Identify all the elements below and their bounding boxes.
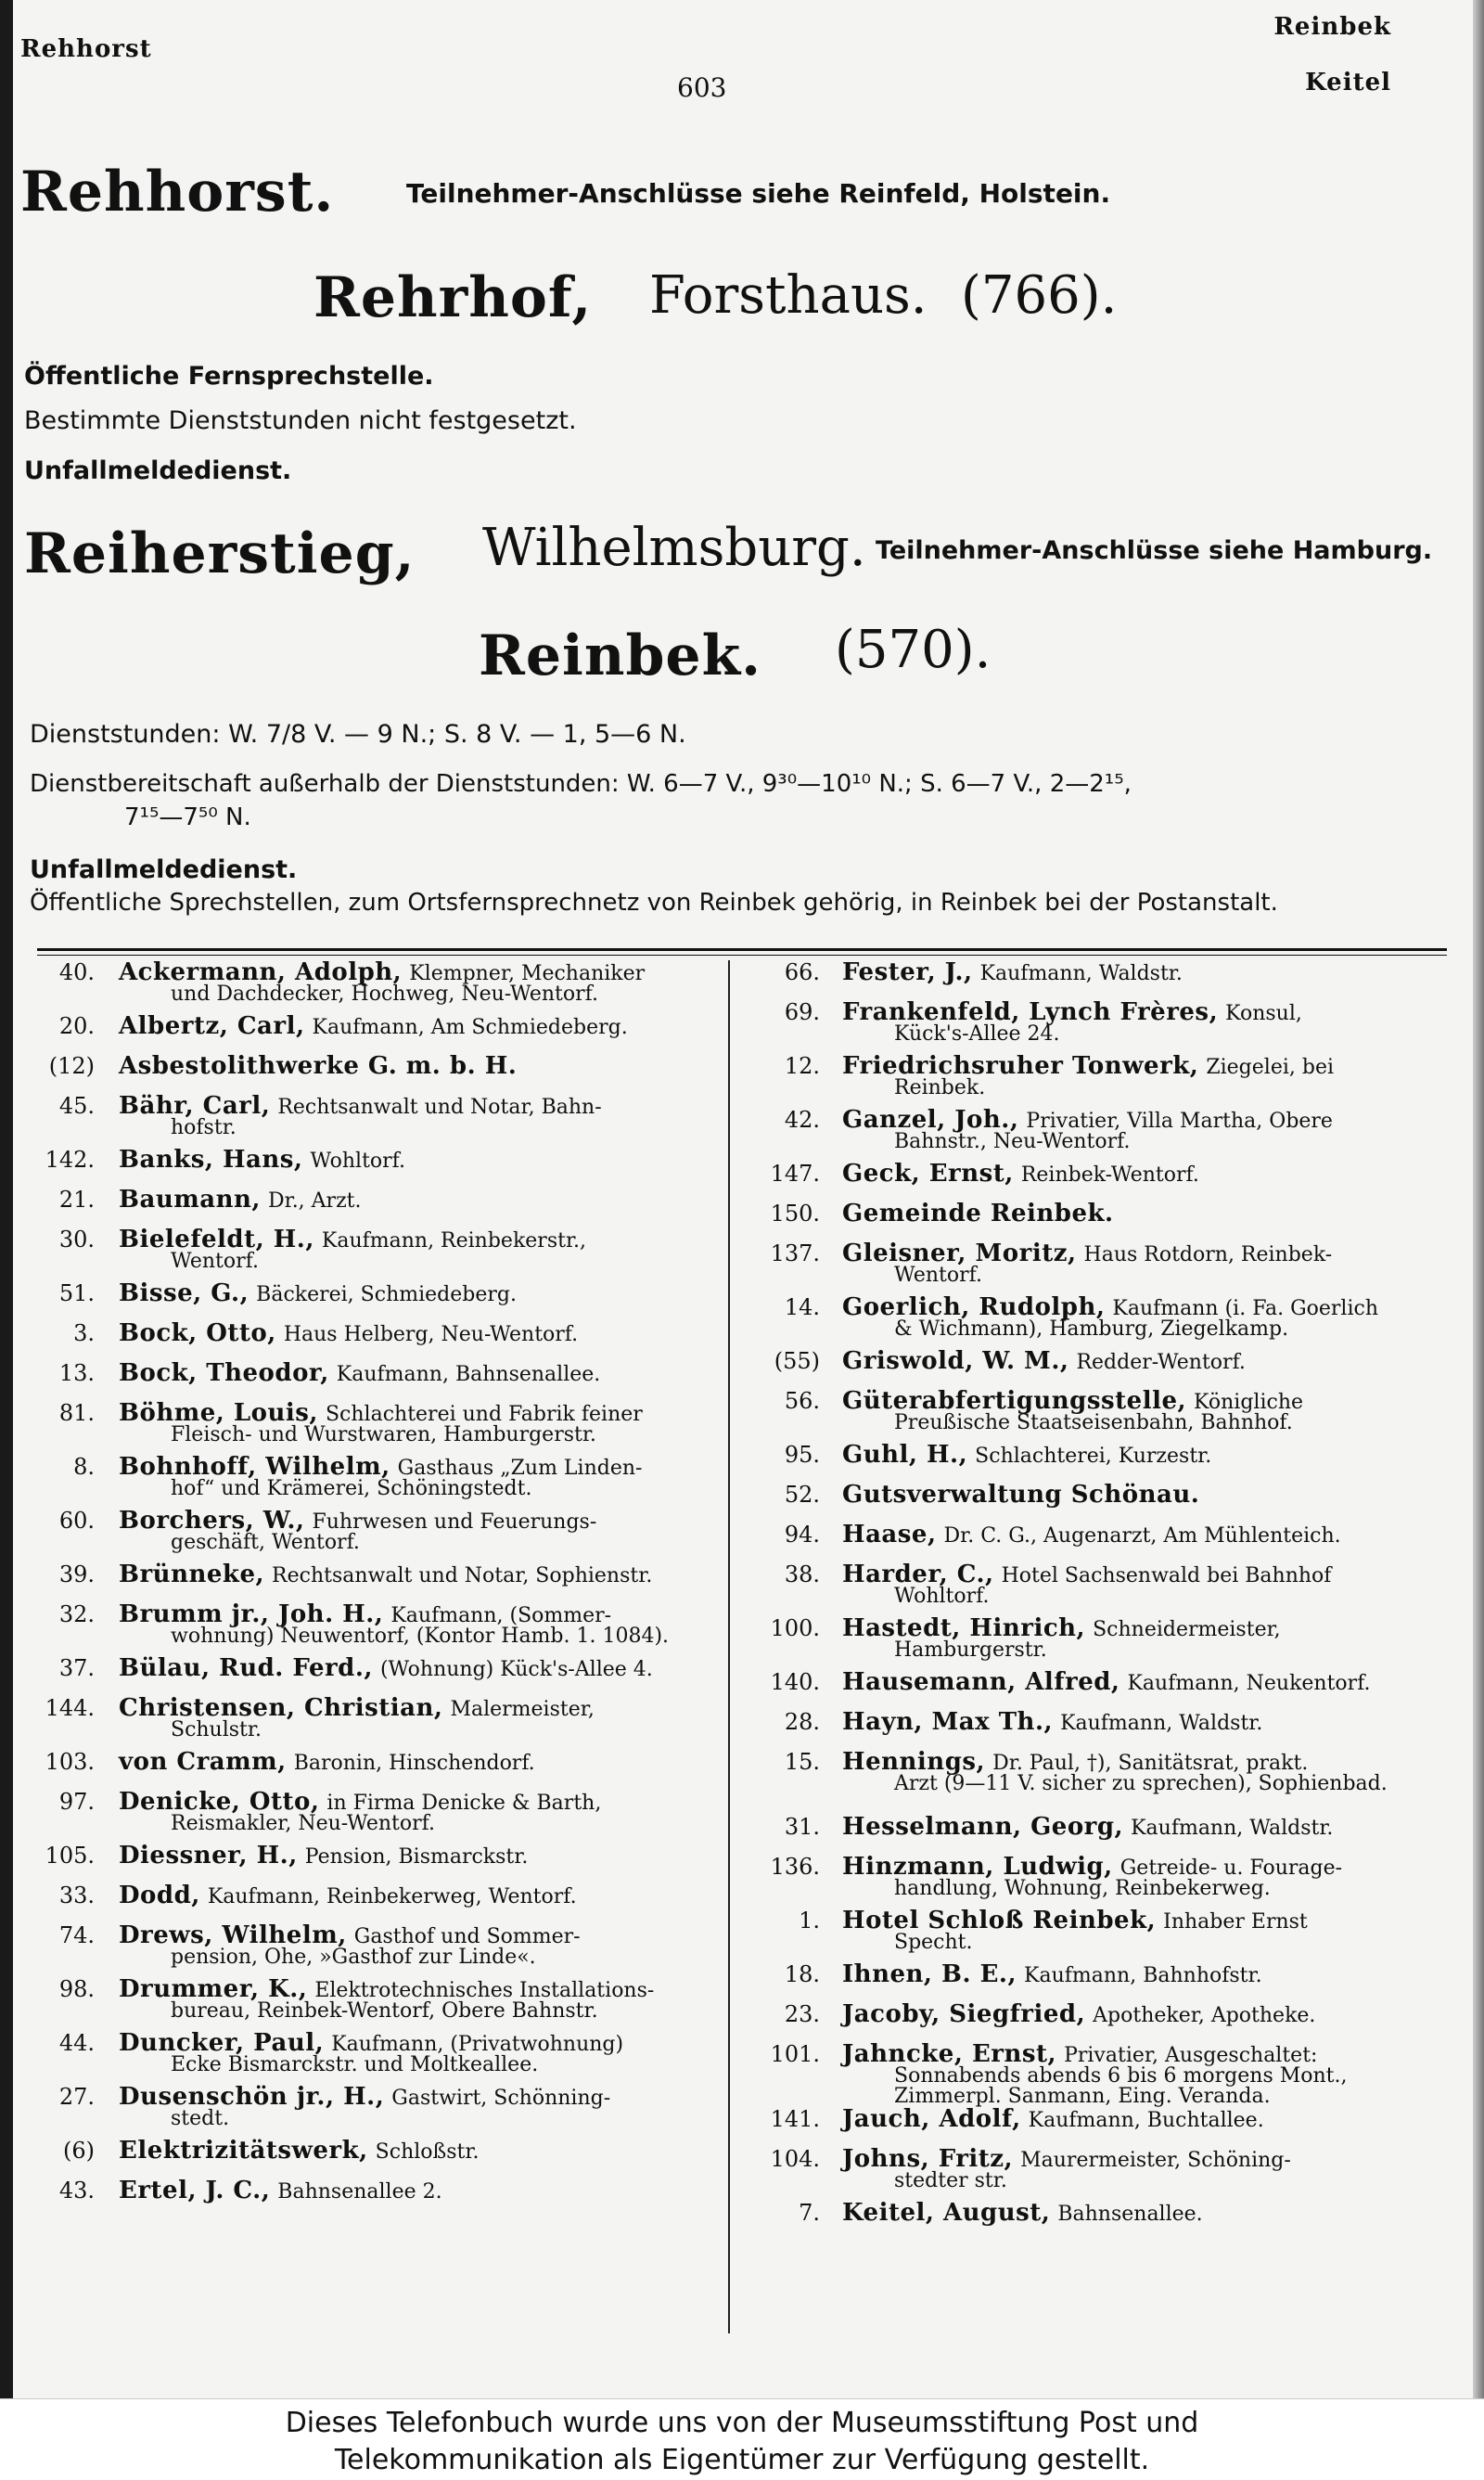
subscriber-details: Privatier, Villa Martha, Obere [1026,1110,1333,1133]
subscriber-entry [28,1923,723,1977]
subscriber-details: Kaufmann, Reinbekerweg, Wentorf. [207,1885,577,1908]
subscriber-details: (Wohnung) Kück's-Allee 4. [379,1658,653,1681]
subscriber-entry [28,2178,723,2218]
subscriber-name: Ihnen, B. E., [842,1960,1017,1988]
place-rehhorst-note: Teilnehmer-Anschlüsse siehe Reinfeld, Holstein. [406,178,1111,209]
subscriber-entry [753,1108,1458,1162]
subscriber-number: 95. [784,1442,820,1468]
subscriber-entry [753,1562,1458,1616]
subscriber-name: Gleisner, Moritz, [842,1240,1077,1267]
subscriber-name: Frankenfeld, Lynch Frères, [842,998,1219,1026]
subscriber-details-continued: Ecke Bismarckstr. und Moltkeallee. [171,2053,539,2076]
place-rehrhof-number: (766). [961,265,1118,326]
subscriber-entry [28,1361,723,1401]
subscriber-details: Baronin, Hinschendorf. [293,1752,535,1775]
subscriber-details: Apotheker, Apotheke. [1093,2004,1316,2027]
subscriber-details: Pension, Bismarckstr. [304,1845,529,1869]
subscriber-entry [753,1000,1458,1054]
subscriber-entry [753,1962,1458,2002]
place-reiherstieg-title: Reiherstieg, [24,521,416,586]
subscriber-details: Getreide- u. Fourage- [1119,1857,1343,1880]
subscriber-details: Konsul, [1225,1002,1302,1025]
running-head-left: Rehhorst [20,35,152,63]
subscriber-number: 15. [784,1749,820,1775]
subscriber-entry [753,1908,1458,1962]
subscriber-name: Bohnhoff, Wilhelm, [119,1453,390,1481]
subscriber-number: 43. [58,2178,95,2204]
subscriber-name: Jacoby, Siegfried, [842,2000,1086,2028]
subscriber-entry [28,1844,723,1883]
running-head-right-bottom: Keitel [1305,69,1391,96]
rehrhof-line-1: Öffentliche Fernsprechstelle. [24,362,434,391]
subscriber-number: 30. [58,1227,95,1253]
footer-line-1: Dieses Telefonbuch wurde uns von der Museumsstiftung Post und [285,2407,1199,2439]
subscriber-entry [753,1750,1458,1815]
subscriber-name: Güterabfertigungsstelle, [842,1387,1187,1415]
subscriber-number: 144. [45,1695,95,1721]
subscriber-entry [753,1483,1458,1523]
subscriber-details-continued: Bahnstr., Neu-Wentorf. [894,1130,1131,1153]
subscriber-name: Brumm jr., Joh. H., [119,1600,384,1628]
subscriber-name: Baumann, [119,1186,261,1214]
subscriber-details: Dr. Paul, †), Sanitätsrat, prakt. [992,1752,1309,1775]
subscriber-details: Rechtsanwalt und Notar, Bahn- [277,1096,602,1119]
subscriber-details: Gasthaus „Zum Linden- [397,1457,643,1480]
subscriber-details: Dr., Arzt. [267,1189,362,1213]
subscriber-entry [28,1509,723,1562]
subscriber-details-continued: Arzt (9—11 V. sicher zu sprechen), Sophienbad. [894,1772,1388,1795]
subscriber-details-continued: & Wichmann), Hamburg, Ziegelkamp. [894,1317,1289,1341]
subscriber-number: 8. [73,1454,95,1480]
place-reiherstieg-note: Teilnehmer-Anschlüsse siehe Hamburg. [876,536,1433,565]
subscriber-entry [28,1696,723,1750]
subscriber-name: Bülau, Rud. Ferd., [119,1654,373,1682]
subscriber-details-continued: Wentorf. [171,1250,259,1273]
subscriber-name: Bielefeldt, H., [119,1226,314,1253]
subscriber-name: Johns, Fritz, [842,2145,1014,2173]
subscriber-number: 33. [58,1882,95,1908]
subscriber-entry [753,1349,1458,1389]
subscriber-details: Rechtsanwalt und Notar, Sophienstr. [272,1564,653,1587]
subscriber-details: Elektrotechnisches Installations- [314,1979,655,2002]
subscriber-details: Kaufmann, Waldstr. [1131,1817,1334,1840]
subscriber-number: 136. [770,1854,820,1880]
subscriber-details: Privatier, Ausgeschaltet: [1064,2044,1318,2067]
subscriber-name: Drews, Wilhelm, [119,1921,347,1949]
subscriber-details-continued: hofstr. [171,1116,237,1139]
subscriber-number: 32. [58,1601,95,1627]
subscriber-details: Kaufmann (i. Fa. Goerlich [1112,1297,1378,1320]
subscriber-details: Fuhrwesen und Feuerungs- [312,1510,597,1534]
subscriber-details-continued: pension, Ohe, »Gasthof zur Linde«. [171,1946,536,1969]
subscriber-name: Ackermann, Adolph, [119,958,403,986]
subscriber-name: Drummer, K., [119,1975,308,2003]
subscriber-number: 141. [770,2106,820,2132]
subscriber-details-continued: handlung, Wohnung, Reinbekerweg. [894,1877,1271,1900]
subscriber-entry [28,1750,723,1790]
subscriber-entry [753,2147,1458,2201]
subscriber-entry [753,2002,1458,2042]
rehrhof-line-2: Bestimmte Dienststunden nicht festgesetzt. [24,406,577,435]
subscriber-details-continued: wohnung) Neuwentorf, (Kontor Hamb. 1. 1084). [171,1625,670,1648]
subscriber-number: 100. [770,1615,820,1641]
subscriber-entry [753,1241,1458,1295]
subscriber-details-continued: Schulstr. [171,1718,262,1741]
double-rule-bottom [37,955,1447,956]
subscriber-number: 21. [58,1187,95,1213]
subscriber-details: Kaufmann, Bahnsenallee. [336,1363,601,1386]
subscriber-name: Hennings, [842,1748,986,1776]
subscriber-details: Dr. C. G., Augenarzt, Am Mühlenteich. [943,1524,1341,1548]
subscriber-entry [28,1014,723,1054]
subscriber-details: Maurermeister, Schöning- [1020,2149,1291,2172]
subscriber-details-continued: stedt. [171,2107,230,2130]
subscriber-number: 81. [58,1400,95,1426]
subscriber-name: Hayn, Max Th., [842,1708,1054,1736]
reinbek-readiness: Dienstbereitschaft außerhalb der Dienststunden: W. 6—7 V., 9³⁰—10¹⁰ N.; S. 6—7 V., 2—2¹⁵, [30,770,1132,798]
subscriber-details-continued: Kück's-Allee 24. [894,1022,1060,1046]
subscriber-number: 27. [58,2084,95,2110]
subscriber-details: Kaufmann, Am Schmiedeberg. [312,1016,628,1039]
subscriber-number: 39. [58,1561,95,1587]
subscriber-details: Bäckerei, Schmiedeberg. [256,1283,517,1306]
subscriber-details: Haus Helberg, Neu-Wentorf. [283,1323,579,1346]
subscriber-details: Klempner, Mechaniker [409,962,646,985]
subscriber-details-continued: Reinbek. [894,1076,986,1099]
subscriber-number: 105. [45,1843,95,1869]
subscriber-details: Kaufmann, Waldstr. [1060,1712,1263,1735]
subscriber-details-continued: bureau, Reinbek-Wentorf, Obere Bahnstr. [171,1999,598,2023]
subscriber-details-continued: Fleisch- und Wurstwaren, Hamburgerstr. [171,1423,596,1446]
subscriber-entry [28,2085,723,2139]
subscriber-name: Jahncke, Ernst, [842,2040,1057,2068]
subscriber-details-continued: Wentorf. [894,1264,982,1287]
reinbek-public-stations: Öffentliche Sprechstellen, zum Ortsfernsprechnetz von Reinbek gehörig, in Reinbek bei der Postanstalt. [30,889,1278,917]
subscriber-entry [28,1281,723,1321]
subscriber-details: Bahnsenallee 2. [277,2180,442,2204]
subscriber-number: 45. [58,1093,95,1119]
subscriber-name: Keitel, August, [842,2199,1051,2227]
subscriber-details: Schlachterei und Fabrik feiner [325,1403,643,1426]
subscriber-name: Elektrizitätswerk, [119,2137,368,2165]
subscriber-entry [753,1162,1458,1201]
subscriber-number: 28. [784,1709,820,1735]
subscriber-name: Banks, Hans, [119,1146,303,1174]
subscriber-details: Königliche [1194,1391,1304,1414]
subscriber-name: Jauch, Adolf, [842,2105,1021,2133]
subscriber-number: 18. [784,1961,820,1987]
subscriber-name: Ertel, J. C., [119,2177,271,2204]
subscriber-details: Bahnsenallee. [1057,2203,1203,2226]
subscriber-entry [753,1201,1458,1241]
place-rehhorst-title: Rehhorst. [20,160,335,225]
subscriber-name: Bisse, G., [119,1279,249,1307]
subscriber-number: 38. [784,1561,820,1587]
subscriber-entry [28,1188,723,1227]
subscriber-details: Kaufmann, Reinbekerstr., [321,1229,587,1253]
subscriber-details: Kaufmann, Waldstr. [979,962,1183,985]
subscriber-number: 103. [45,1749,95,1775]
subscriber-name: Gutsverwaltung Schönau. [842,1481,1200,1509]
subscriber-entry [28,1455,723,1509]
subscriber-number: 97. [58,1789,95,1815]
subscriber-number: (6) [63,2138,95,2164]
subscriber-details: Ziegelei, bei [1206,1056,1335,1079]
subscriber-entry [28,1602,723,1656]
subscriber-entry [753,1443,1458,1483]
subscriber-name: Fester, J., [842,958,973,986]
subscriber-entry [753,1523,1458,1562]
subscriber-details-continued: Wohltorf. [894,1585,990,1608]
subscriber-name: Griswold, W. M., [842,1347,1069,1375]
subscriber-details-continued: stedter str. [894,2169,1007,2192]
subscriber-details-continued: Sonnabends abends 6 bis 6 morgens Mont., Zimmerpl. Sanmann, Eing. Veranda. [894,2064,1348,2108]
subscriber-column-right [753,960,1458,2241]
subscriber-entry [28,1790,723,1844]
subscriber-entry [753,1855,1458,1908]
subscriber-number: (55) [774,1348,820,1374]
subscriber-entry [28,1562,723,1602]
subscriber-details-continued: hof“ und Krämerei, Schöningstedt. [171,1477,532,1500]
page-number: 603 [677,72,727,103]
subscriber-number: 51. [58,1280,95,1306]
subscriber-number: 74. [58,1922,95,1948]
subscriber-name: Borchers, W., [119,1507,305,1535]
subscriber-details: Schlachterei, Kurzestr. [975,1445,1212,1468]
subscriber-number: 101. [770,2041,820,2067]
subscriber-details: in Firma Denicke & Barth, [326,1792,602,1815]
subscriber-details: Hotel Sachsenwald bei Bahnhof [1001,1564,1332,1587]
subscriber-details: Inhaber Ernst [1163,1910,1308,1934]
subscriber-number: 13. [58,1360,95,1386]
subscriber-name: Haase, [842,1521,937,1548]
subscriber-number: 147. [770,1161,820,1187]
subscriber-entry [28,1054,723,1094]
place-reinbek-number: (570). [835,620,991,680]
subscriber-name: Böhme, Louis, [119,1399,318,1427]
subscriber-entry [28,1094,723,1148]
subscriber-entry [28,960,723,1014]
subscriber-details-continued: und Dachdecker, Hochweg, Neu-Wentorf. [171,983,598,1006]
subscriber-entry [28,1883,723,1923]
reinbek-service-hours: Dienststunden: W. 7/8 V. — 9 N.; S. 8 V. — 1, 5—6 N. [30,720,686,749]
subscriber-details: Gastwirt, Schönning- [391,2087,611,2110]
column-divider [728,960,730,2333]
subscriber-details: Reinbek-Wentorf. [1020,1163,1199,1187]
subscriber-name: Hausemann, Alfred, [842,1668,1120,1696]
subscriber-number: 3. [73,1320,95,1346]
subscriber-entry [28,1321,723,1361]
subscriber-name: Bock, Otto, [119,1319,276,1347]
subscriber-number: 104. [770,2146,820,2172]
subscriber-number: 56. [784,1388,820,1414]
subscriber-entry [753,1815,1458,1855]
subscriber-name: Goerlich, Rudolph, [842,1293,1106,1321]
subscriber-number: 31. [784,1814,820,1840]
subscriber-details: Redder-Wentorf. [1076,1351,1246,1374]
subscriber-name: Denicke, Otto, [119,1788,320,1816]
subscriber-name: Hesselmann, Georg, [842,1813,1124,1841]
subscriber-number: 23. [784,2001,820,2027]
subscriber-details: Schneidermeister, [1093,1618,1281,1641]
double-rule-top [37,948,1447,951]
subscriber-name: Friedrichsruher Tonwerk, [842,1052,1199,1080]
place-rehrhof-subtitle: Forsthaus. [649,265,928,326]
subscriber-details: Kaufmann, Buchtallee. [1028,2109,1264,2132]
subscriber-entry [753,1389,1458,1443]
subscriber-name: Hotel Schloß Reinbek, [842,1907,1157,1934]
subscriber-number: 60. [58,1508,95,1534]
subscriber-details: Haus Rotdorn, Reinbek- [1083,1243,1333,1266]
footer-line-2: Telekommunikation als Eigentümer zur Verfügung gestellt. [334,2444,1150,2476]
subscriber-details-continued: Preußische Staatseisenbahn, Bahnhof. [894,1411,1293,1434]
place-rehrhof-title: Rehrhof, [313,265,593,330]
place-reinbek-title: Reinbek. [479,623,762,688]
subscriber-number: 1. [799,1908,820,1934]
subscriber-name: Bock, Theodor, [119,1359,329,1387]
subscriber-details: Kaufmann, (Sommer- [390,1604,612,1627]
subscriber-number: 7. [799,2200,820,2226]
subscriber-number: 142. [45,1147,95,1173]
subscriber-number: 137. [770,1240,820,1266]
subscriber-entry [28,2139,723,2178]
subscriber-number: 12. [784,1053,820,1079]
reinbek-accident-service: Unfallmeldedienst. [30,855,298,884]
running-head-right-top: Reinbek [1273,13,1391,41]
subscriber-entry [753,2107,1458,2147]
subscriber-details: Schloßstr. [375,2140,480,2164]
subscriber-name: Hastedt, Hinrich, [842,1614,1086,1642]
subscriber-number: 14. [784,1294,820,1320]
subscriber-details: Kaufmann, Bahnhofstr. [1024,1964,1262,1987]
subscriber-details-continued: Specht. [894,1931,973,1954]
subscriber-name: Guhl, H., [842,1441,968,1469]
subscriber-name: Dusenschön jr., H., [119,2083,385,2111]
subscriber-column-left [28,960,723,2218]
subscriber-name: Duncker, Paul, [119,2029,325,2057]
subscriber-name: Christensen, Christian, [119,1694,443,1722]
subscriber-name: Diessner, H., [119,1842,298,1870]
subscriber-entry [28,1148,723,1188]
reinbek-readiness-cont: 7¹⁵—7⁵⁰ N. [124,803,251,831]
subscriber-details-continued: Hamburgerstr. [894,1638,1047,1662]
subscriber-entry [753,2042,1458,2107]
subscriber-name: Gemeinde Reinbek. [842,1200,1114,1227]
subscriber-name: Geck, Ernst, [842,1160,1014,1188]
subscriber-details: Gasthof und Sommer- [353,1925,581,1948]
subscriber-name: Brünneke, [119,1561,265,1588]
subscriber-number: 98. [58,1976,95,2002]
subscriber-entry [753,1054,1458,1108]
subscriber-number: 69. [784,999,820,1025]
subscriber-number: 20. [58,1013,95,1039]
subscriber-name: von Cramm, [119,1748,287,1776]
subscriber-name: Ganzel, Joh., [842,1106,1019,1134]
subscriber-details-continued: Reismakler, Neu-Wentorf. [171,1812,435,1835]
subscriber-details-continued: geschäft, Wentorf. [171,1531,360,1554]
subscriber-number: 52. [784,1482,820,1508]
subscriber-number: 150. [770,1201,820,1227]
subscriber-entry [28,1401,723,1455]
subscriber-name: Dodd, [119,1882,200,1909]
subscriber-entry [753,2201,1458,2241]
subscriber-entry [28,2031,723,2085]
subscriber-name: Albertz, Carl, [119,1012,305,1040]
subscriber-details: Kaufmann, Neukentorf. [1127,1672,1371,1695]
footer-notice [0,2398,1484,2480]
subscriber-name: Hinzmann, Ludwig, [842,1853,1113,1881]
subscriber-entry [753,1670,1458,1710]
subscriber-entry [753,1295,1458,1349]
subscriber-entry [753,1710,1458,1750]
subscriber-number: 42. [784,1107,820,1133]
subscriber-number: 40. [58,959,95,985]
subscriber-entry [28,1227,723,1281]
subscriber-number: (12) [48,1053,95,1079]
rehrhof-line-3: Unfallmeldedienst. [24,456,292,485]
subscriber-number: 37. [58,1655,95,1681]
subscriber-name: Harder, C., [842,1561,994,1588]
subscriber-number: 94. [784,1522,820,1548]
subscriber-name: Asbestolithwerke G. m. b. H. [119,1052,518,1080]
subscriber-entry [28,1977,723,2031]
subscriber-entry [28,1656,723,1696]
subscriber-details: Malermeister, [450,1698,595,1721]
subscriber-number: 66. [784,959,820,985]
subscriber-number: 44. [58,2030,95,2056]
subscriber-details: Wohltorf. [310,1150,406,1173]
subscriber-number: 140. [770,1669,820,1695]
place-reiherstieg-subtitle: Wilhelmsburg. [482,518,866,578]
subscriber-entry [753,1616,1458,1670]
subscriber-details: Kaufmann, (Privatwohnung) [331,2033,624,2056]
subscriber-entry [753,960,1458,1000]
subscriber-name: Bähr, Carl, [119,1092,271,1120]
